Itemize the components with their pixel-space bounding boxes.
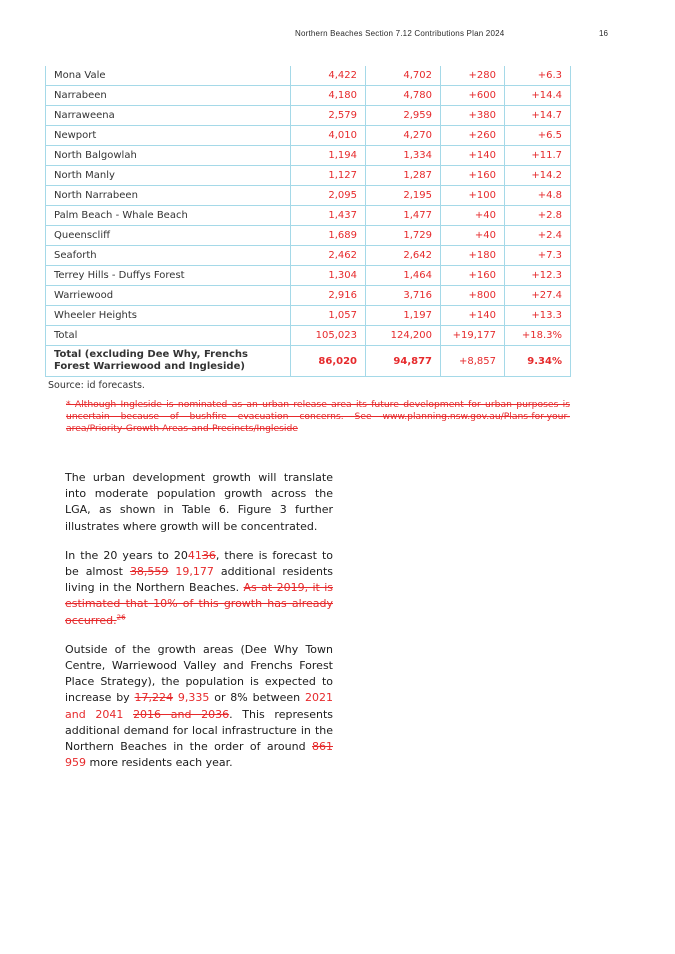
population-table: [45, 66, 571, 377]
row-value: +14.4: [505, 86, 571, 106]
table-row: [46, 206, 571, 226]
text-segment: In the 20 years to 20: [65, 548, 188, 562]
row-value: 1,057: [291, 306, 366, 326]
deleted-text-segment: 861: [312, 740, 333, 754]
row-value: +380: [441, 106, 505, 126]
deleted-text-segment: As at 2019, it is estimated that 10% of this growth has already occurred.: [65, 581, 333, 627]
row-value: 1,689: [291, 226, 366, 246]
table-row: [46, 146, 571, 166]
page-number: 16: [599, 29, 608, 38]
row-value: 2,195: [366, 186, 441, 206]
row-value: 105,023: [291, 326, 366, 346]
row-value: 1,729: [366, 226, 441, 246]
table-row: [46, 126, 571, 146]
deleted-text-segment: 38,559: [129, 565, 169, 579]
row-value: 1,304: [291, 266, 366, 286]
row-value: +160: [441, 266, 505, 286]
inserted-text-segment: 19,177: [175, 565, 214, 579]
row-value: +260: [441, 126, 505, 146]
row-label: Warriewood: [46, 286, 291, 306]
paragraph-forecast: [65, 548, 333, 629]
row-value: 4,270: [366, 126, 441, 146]
row-value: 1,197: [366, 306, 441, 326]
row-value: +8,857: [441, 346, 505, 377]
deleted-footnote: * Although Ingleside is nominated as an urban release area its future development for urban purposes is uncertain because of bushfire evacuation concerns. See www.planning.nsw.gov.au/Plans-for-your-area/Priority-Growth-Areas-and-Precincts/Ingleside: [66, 399, 570, 434]
row-value: 4,180: [291, 86, 366, 106]
row-value: +11.7: [505, 146, 571, 166]
inserted-text-segment: 2021 and 2041: [65, 691, 333, 721]
row-value: +40: [441, 206, 505, 226]
row-value: 2,916: [291, 286, 366, 306]
text-segment: Outside of the growth areas (Dee Why Town Centre, Warriewood Valley and Frenchs Forest Place Strategy), the population is expected to increase by: [65, 642, 333, 705]
row-value: +2.8: [505, 206, 571, 226]
row-value: 4,780: [366, 86, 441, 106]
row-value: 3,716: [366, 286, 441, 306]
row-value: 4,422: [291, 66, 366, 86]
table-row: [46, 66, 571, 86]
row-value: +6.5: [505, 126, 571, 146]
row-label: Seaforth: [46, 246, 291, 266]
row-value: 4,010: [291, 126, 366, 146]
row-value: 9.34%: [505, 346, 571, 377]
text-segment: more residents each year.: [86, 756, 233, 770]
deleted-text-segment: 2016 and 2036: [133, 707, 230, 721]
text-segment: [123, 708, 133, 721]
row-value: 1,194: [291, 146, 366, 166]
row-value: 1,477: [366, 206, 441, 226]
row-value: +4.8: [505, 186, 571, 206]
table-row: [46, 226, 571, 246]
row-value: +2.4: [505, 226, 571, 246]
row-value: +19,177: [441, 326, 505, 346]
row-label: Narraweena: [46, 106, 291, 126]
row-value: 1,464: [366, 266, 441, 286]
table-row: [46, 186, 571, 206]
table-row: [46, 106, 571, 126]
row-value: 2,462: [291, 246, 366, 266]
table-row: [46, 326, 571, 346]
inserted-text-segment: 959: [65, 756, 86, 770]
deleted-text-segment: 17,224: [134, 691, 174, 705]
deleted-text-segment: 36: [201, 548, 216, 562]
row-label: Wheeler Heights: [46, 306, 291, 326]
table-row: [46, 346, 571, 377]
row-value: 2,642: [366, 246, 441, 266]
inserted-text-segment: 9,335: [177, 691, 210, 705]
row-value: 94,877: [366, 346, 441, 377]
row-label: North Narrabeen: [46, 186, 291, 206]
source-note: Source: id forecasts.: [48, 380, 145, 391]
row-value: +40: [441, 226, 505, 246]
table-row: [46, 286, 571, 306]
row-value: 1,334: [366, 146, 441, 166]
row-value: 124,200: [366, 326, 441, 346]
text-segment: or 8% between: [209, 691, 305, 705]
table-row: [46, 86, 571, 106]
running-header-title: Northern Beaches Section 7.12 Contributions Plan 2024: [295, 29, 505, 38]
row-label: North Manly: [46, 166, 291, 186]
deleted-text-segment: 26: [116, 612, 126, 621]
row-value: 2,959: [366, 106, 441, 126]
row-value: +280: [441, 66, 505, 86]
row-value: +7.3: [505, 246, 571, 266]
text-segment: The urban development growth will translate into moderate population growth across the LGA, as shown in Table 6. Figure 3 further illustrates where growth will be concentrated.: [65, 471, 333, 533]
row-value: 1,437: [291, 206, 366, 226]
paragraph-outside-growth-areas: [65, 642, 333, 772]
row-value: 1,287: [366, 166, 441, 186]
inserted-text-segment: 41: [187, 548, 202, 562]
row-value: +140: [441, 306, 505, 326]
table-row: [46, 246, 571, 266]
body-text-column: [65, 470, 333, 784]
row-value: 2,579: [291, 106, 366, 126]
table-row: [46, 306, 571, 326]
text-segment: additional residents living in the Northern Beaches.: [65, 565, 334, 595]
population-table-container: [45, 66, 571, 377]
row-value: +600: [441, 86, 505, 106]
row-value: 4,702: [366, 66, 441, 86]
row-value: 86,020: [291, 346, 366, 377]
row-value: 2,095: [291, 186, 366, 206]
row-value: +14.2: [505, 166, 571, 186]
row-label: Mona Vale: [46, 66, 291, 86]
row-value: +13.3: [505, 306, 571, 326]
table-row: [46, 166, 571, 186]
row-label: Total (excluding Dee Why, Frenchs Forest Warriewood and Ingleside): [46, 346, 291, 377]
row-value: +14.7: [505, 106, 571, 126]
row-label: Total: [46, 326, 291, 346]
row-label: Terrey Hills - Duffys Forest: [46, 266, 291, 286]
row-value: +140: [441, 146, 505, 166]
table-row: [46, 266, 571, 286]
row-label: North Balgowlah: [46, 146, 291, 166]
row-value: +180: [441, 246, 505, 266]
row-label: Palm Beach - Whale Beach: [46, 206, 291, 226]
text-segment: , there is forecast to be almost: [65, 548, 333, 579]
text-segment: . This represents additional demand for local infrastructure in the Northern Beaches in the order of around: [65, 707, 334, 754]
row-value: 1,127: [291, 166, 366, 186]
row-label: Narrabeen: [46, 86, 291, 106]
row-value: +18.3%: [505, 326, 571, 346]
row-value: +12.3: [505, 266, 571, 286]
row-value: +100: [441, 186, 505, 206]
population-table-body: [46, 66, 571, 377]
paragraph-growth-summary: [65, 470, 333, 535]
row-value: +800: [441, 286, 505, 306]
row-value: +27.4: [505, 286, 571, 306]
row-value: +6.3: [505, 66, 571, 86]
row-label: Newport: [46, 126, 291, 146]
row-label: Queenscliff: [46, 226, 291, 246]
row-value: +160: [441, 166, 505, 186]
